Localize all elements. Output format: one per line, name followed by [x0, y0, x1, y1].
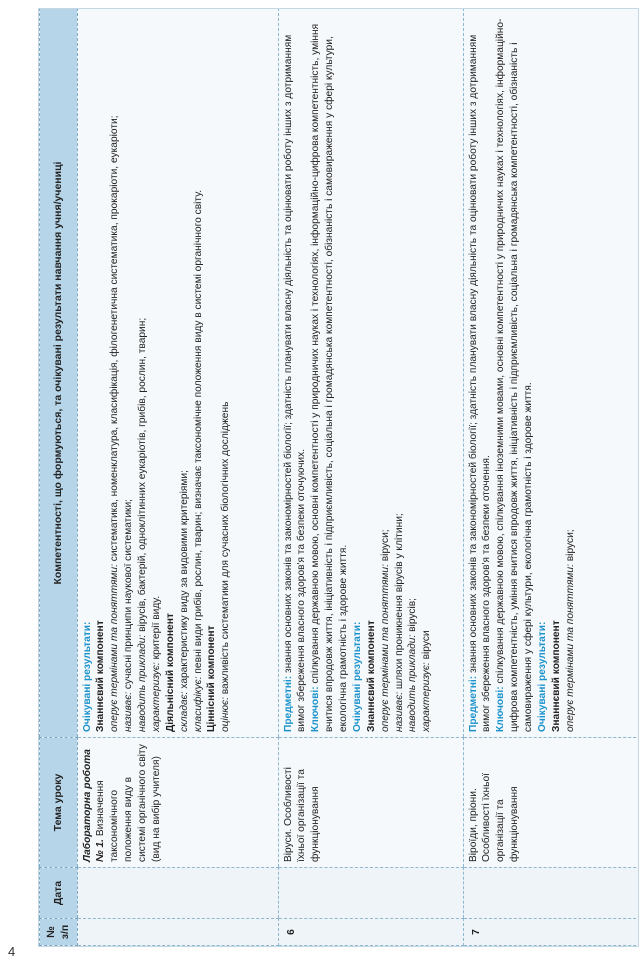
- row-competences: [278, 9, 463, 738]
- activity-component-heading: Діяльнісний компонент: [164, 613, 176, 732]
- table-row: [278, 9, 463, 946]
- row-competences: [463, 9, 639, 738]
- row-date: [463, 868, 639, 919]
- header-competences: Компетентності, що формуються, та очікувані результати навчання учня/учениці: [40, 9, 78, 738]
- result-line: складає: характеристику виду за видовими критеріями;: [178, 470, 190, 732]
- header-num: № з/п: [40, 919, 78, 946]
- result-line: характеризує: віруси: [421, 630, 433, 732]
- result-line: класифікує: певні види грибів, рослин, тварин; визначає таксономічне положення виду в системі органічного світу.: [192, 189, 204, 732]
- table-row: [77, 9, 278, 946]
- expected-results-heading: Очікувані результати:: [81, 621, 93, 732]
- row-competences: [77, 9, 278, 738]
- result-line: оперує термінами та поняттями: віруси;: [379, 529, 391, 732]
- table-row: [463, 9, 639, 946]
- result-line: називає: шляхи проникнення вірусів у клітини;: [393, 513, 405, 732]
- result-line: наводить приклади: вірусів, бактерій, одноклітинних еукаріотів, грибів, рослин, тварин;: [137, 317, 149, 732]
- result-line: називає: сучасні принципи наукової систематики;: [123, 499, 135, 732]
- row-topic: [77, 738, 278, 868]
- table-header-row: [40, 9, 78, 946]
- result-line: оперує термінами та поняттями: систематика, номенклатура, класифікація, філогенетична систематика, прокаріоти, еукаріоти;: [109, 115, 121, 732]
- row-date: [278, 868, 463, 919]
- lesson-plan-table: [39, 8, 639, 946]
- key-competences: Ключові: спілкування державною мовою, основні компетентності у природничих науках і технологіях, інформаційно-цифрова компетентність, уміння вчитися впродовж життя, ініціативність і підприємливість, соціальна і громадянська компетентності, обізнаність і самовираження у сфері культури, екологічна грамотність і здорове життя.: [310, 23, 350, 732]
- page-number: 4: [8, 944, 16, 959]
- knowledge-component-heading: Знаннєвий компонент: [95, 620, 107, 732]
- subject-competences: Предметні: знання основних законів та закономірностей біології; здатність планувати власну діяльність та оцінювати роботу інших з дотриманням вимог збереження власного здоров'я та безпеки оточення.: [467, 34, 493, 732]
- lesson-plan-table-rotated: [39, 9, 638, 946]
- result-line: характеризує: критерії виду.: [150, 595, 162, 732]
- key-competences: Ключові: спілкування державною мовою, спілкування іноземними мовами, основні компетентності у природничих науках і технологіях, інформаційно-цифрова компетентність, уміння вчитися впродовж життя, ініціативність і підприємливість, соціальна і громадянська компетентності, обізнаність і самовираження у сфері культури, екологічна грамотність і здорове життя.: [495, 18, 535, 732]
- row-topic: Віруси. Особливості їхньої організації та функціонування: [278, 738, 463, 868]
- expected-results-heading: Очікувані результати:: [351, 621, 363, 732]
- lab-work-label: Лабораторна робота № 1.: [81, 749, 107, 862]
- rotated-table-frame: [38, 8, 639, 947]
- expected-results-heading: Очікувані результати:: [536, 621, 548, 732]
- value-component-heading: Ціннісний компонент: [206, 625, 218, 732]
- row-num: 6: [278, 919, 463, 946]
- row-num: 7: [463, 919, 639, 946]
- result-line: оцінює: важливість систематики для сучасних біологічних досліджень: [220, 401, 232, 732]
- knowledge-component-heading: Знаннєвий компонент: [365, 620, 377, 732]
- row-date: [77, 868, 278, 919]
- row-num: [77, 919, 278, 946]
- row-topic: Віроїди, пріони. Особливості їхньої організації та функціонування: [463, 738, 639, 868]
- header-date: Дата: [40, 868, 78, 919]
- topic-text: Визначення таксономічного положення виду в системі органічного світу (вид на вибір учителя): [95, 744, 162, 862]
- result-line: наводить приклади: вірусів;: [407, 598, 419, 732]
- result-line: оперує термінами та поняттями: віруси;: [564, 529, 576, 732]
- header-topic: Тема уроку: [40, 738, 78, 868]
- subject-competences: Предметні: знання основних законів та закономірностей біології; здатність планувати власну діяльність та оцінювати роботу інших з дотриманням вимог збереження власного здоров'я та безпеки оточуючих.: [282, 34, 308, 732]
- knowledge-component-heading: Знаннєвий компонент: [550, 620, 562, 732]
